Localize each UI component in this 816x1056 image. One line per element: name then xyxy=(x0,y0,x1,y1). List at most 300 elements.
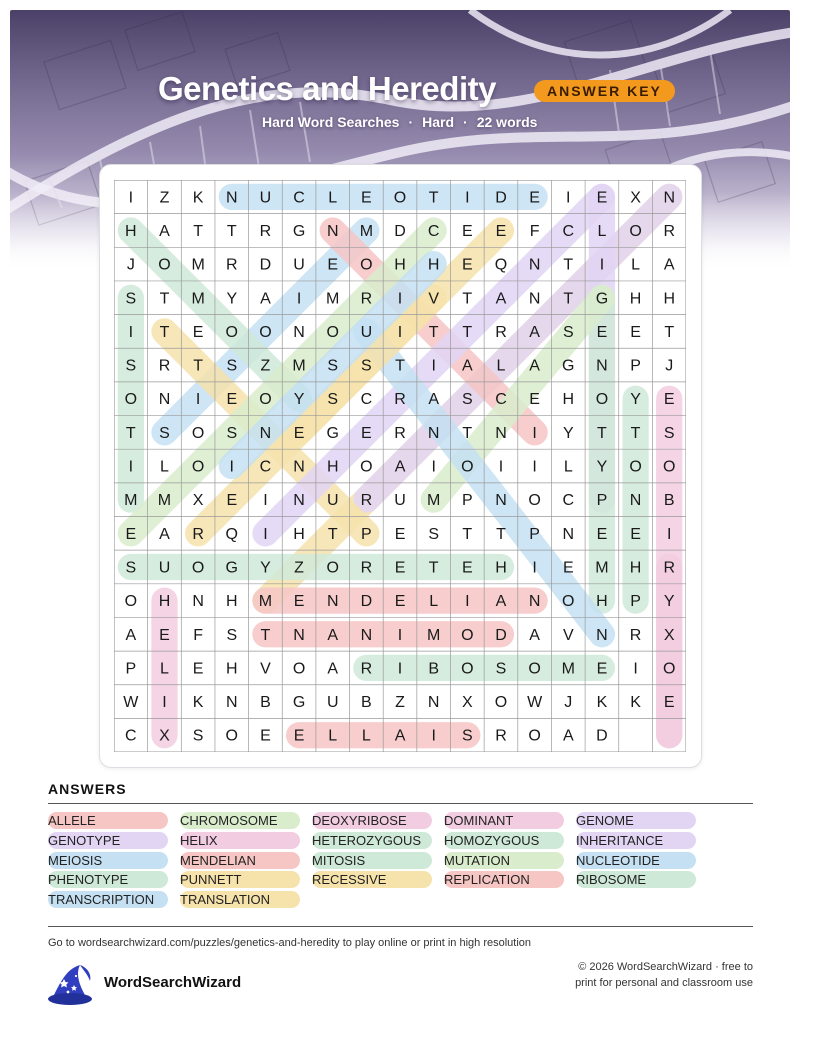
grid-letter: U xyxy=(293,256,305,274)
grid-letter: O xyxy=(326,559,339,577)
grid-letter: M xyxy=(124,492,138,510)
grid-letter: E xyxy=(596,660,608,678)
grid-letter: I xyxy=(128,458,134,476)
grid-letter: M xyxy=(292,357,306,375)
grid-letter: E xyxy=(260,727,271,745)
grid-letter: O xyxy=(191,458,205,476)
answer-word: TRANSCRIPTION xyxy=(48,892,155,908)
answer-item xyxy=(576,832,696,849)
grid-letter: P xyxy=(630,357,641,375)
grid-letter: H xyxy=(225,660,238,678)
grid-letter: P xyxy=(461,492,473,510)
footer-url-text: Go to wordsearchwizard.com/puzzles/genetics-and-heredity to play online or print in high resolution xyxy=(48,937,532,949)
answer-word: PUNNETT xyxy=(180,872,242,888)
grid-letter: N xyxy=(528,256,541,274)
grid-letter: A xyxy=(529,357,540,375)
grid-letter: I xyxy=(599,256,605,274)
grid-letter: E xyxy=(394,559,406,577)
difficulty-label: Hard xyxy=(422,114,455,130)
grid-letter: R xyxy=(629,626,642,644)
grid-letter: E xyxy=(461,256,473,274)
grid-letter: P xyxy=(630,593,641,611)
grid-letter: X xyxy=(461,694,473,712)
grid-letter: K xyxy=(192,189,204,207)
grid-letter: I xyxy=(431,357,436,375)
grid-letter: N xyxy=(495,492,507,510)
grid-letter: O xyxy=(360,256,373,274)
grid-letter: T xyxy=(462,424,473,442)
grid-letter: M xyxy=(561,660,575,678)
puzzle-subtitle xyxy=(262,114,537,130)
grid-letter: A xyxy=(159,222,170,240)
grid-letter: P xyxy=(361,525,372,543)
grid-letter: S xyxy=(226,424,238,442)
answer-item xyxy=(48,871,168,888)
grid-letter: T xyxy=(428,559,439,577)
answer-item xyxy=(312,871,432,888)
answer-item xyxy=(444,812,564,829)
grid-letter: R xyxy=(394,424,406,442)
grid-letter: N xyxy=(528,290,541,308)
grid-letter: S xyxy=(428,525,440,543)
grid-letter: E xyxy=(529,189,540,207)
grid-letter: E xyxy=(361,424,372,442)
grid-letter: I xyxy=(128,323,134,341)
grid-letter: A xyxy=(125,626,137,644)
grid-letter: L xyxy=(597,222,607,240)
grid-letter: C xyxy=(360,391,373,409)
grid-letter: N xyxy=(293,323,305,341)
grid-letter: I xyxy=(128,189,134,207)
grid-letter: H xyxy=(293,525,305,543)
grid-letter: N xyxy=(360,626,373,644)
grid-letter: T xyxy=(664,323,675,341)
grid-letter: Y xyxy=(260,559,271,577)
grid-letter: R xyxy=(360,559,373,577)
grid-letter: E xyxy=(394,593,406,611)
grid-letter: V xyxy=(260,660,271,678)
grid-letter: O xyxy=(629,222,642,240)
answer-item xyxy=(180,891,300,908)
grid-letter: G xyxy=(326,424,339,442)
grid-letter: P xyxy=(125,660,137,678)
grid-letter: H xyxy=(663,290,676,308)
grid-letter: K xyxy=(192,694,204,712)
grid-letter: S xyxy=(125,290,137,308)
grid-letter: C xyxy=(562,222,575,240)
word-count-label: 22 words xyxy=(476,114,538,130)
grid-letter: E xyxy=(293,593,305,611)
grid-letter: G xyxy=(225,559,239,577)
grid-letter: A xyxy=(663,256,675,274)
grid-letter: T xyxy=(193,222,204,240)
grid-letter: E xyxy=(596,323,608,341)
answer-word: REPLICATION xyxy=(444,872,530,888)
grid-letter: N xyxy=(663,189,676,207)
grid-letter: N xyxy=(528,593,541,611)
grid-letter: D xyxy=(394,222,406,240)
grid-letter: S xyxy=(495,660,507,678)
grid-letter: D xyxy=(360,593,373,611)
grid-letter: Z xyxy=(260,357,271,375)
answer-item xyxy=(444,852,564,869)
grid-letter: O xyxy=(124,391,138,409)
grid-letter: W xyxy=(123,694,139,712)
grid-letter: I xyxy=(263,525,268,543)
grid-letter: E xyxy=(461,559,473,577)
grid-letter: V xyxy=(428,290,440,308)
grid-letter: L xyxy=(361,727,371,745)
grid-letter: R xyxy=(192,525,204,543)
grid-letter: I xyxy=(532,559,537,577)
grid-letter: T xyxy=(260,626,271,644)
grid-letter: N xyxy=(562,525,575,543)
grid-letter: G xyxy=(595,290,609,308)
grid-letter: R xyxy=(158,357,171,375)
grid-letter: S xyxy=(159,424,170,442)
grid-letter: R xyxy=(360,290,373,308)
grid-letter: B xyxy=(428,660,440,678)
answer-item xyxy=(48,891,168,908)
answer-item xyxy=(312,852,432,869)
grid-letter: B xyxy=(663,492,675,510)
grid-letter: S xyxy=(461,727,473,745)
grid-letter: U xyxy=(360,323,373,341)
grid-letter: S xyxy=(125,357,137,375)
category-label: Hard Word Searches xyxy=(262,114,400,130)
separator-dot: · xyxy=(408,114,414,130)
grid-letter: O xyxy=(326,323,339,341)
grid-letter: N xyxy=(225,694,238,712)
grid-letter: A xyxy=(529,626,540,644)
grid-letter: H xyxy=(326,458,339,476)
answer-word: HELIX xyxy=(180,832,218,848)
grid-letter: O xyxy=(225,727,239,745)
grid-letter: L xyxy=(631,256,641,274)
grid-letter: Y xyxy=(630,391,641,409)
page-title: Genetics and Heredity xyxy=(158,70,496,107)
grid-letter: T xyxy=(327,525,338,543)
grid-letter: N xyxy=(596,357,608,375)
grid-letter: N xyxy=(293,626,305,644)
word-search-grid xyxy=(114,180,686,752)
grid-letter: H xyxy=(225,593,238,611)
grid-letter: D xyxy=(495,189,507,207)
answer-word: NUCLEOTIDE xyxy=(576,852,660,868)
grid-letter: R xyxy=(360,660,373,678)
grid-letter: T xyxy=(159,290,170,308)
grid-letter: R xyxy=(495,323,507,341)
grid-letter: T xyxy=(563,256,574,274)
grid-letter: O xyxy=(595,391,609,409)
grid-letter: U xyxy=(158,559,171,577)
grid-letter: L xyxy=(160,458,169,476)
divider xyxy=(48,926,753,927)
grid-letter: T xyxy=(428,189,439,207)
grid-letter: S xyxy=(562,323,574,341)
grid-letter: C xyxy=(125,727,137,745)
grid-letter: O xyxy=(158,256,171,274)
answer-item xyxy=(444,832,564,849)
grid-letter: A xyxy=(394,458,406,476)
grid-letter: N xyxy=(427,694,440,712)
grid-letter: I xyxy=(532,458,537,476)
answer-word: MENDELIAN xyxy=(180,852,256,868)
grid-letter: I xyxy=(431,727,436,745)
grid-letter: M xyxy=(427,492,441,510)
grid-letter: E xyxy=(192,323,204,341)
grid-letter: E xyxy=(293,424,305,442)
grid-letter: C xyxy=(259,458,272,476)
grid-letter: E xyxy=(562,559,574,577)
grid-letter: M xyxy=(191,256,205,274)
grid-letter: I xyxy=(162,694,167,712)
grid-letter: F xyxy=(529,222,540,240)
grid-letter: O xyxy=(662,660,676,678)
grid-letter: D xyxy=(596,727,608,745)
answer-word: RIBOSOME xyxy=(576,872,647,888)
grid-letter: O xyxy=(191,424,205,442)
grid-letter: O xyxy=(629,458,642,476)
grid-letter: O xyxy=(225,323,239,341)
answer-word: PHENOTYPE xyxy=(48,872,129,888)
answer-word: DEOXYRIBOSE xyxy=(312,813,407,828)
grid-letter: M xyxy=(157,492,172,510)
grid-letter: M xyxy=(427,626,441,644)
grid-letter: O xyxy=(562,593,575,611)
answer-item xyxy=(576,812,696,829)
grid-letter: N xyxy=(192,593,204,611)
grid-letter: M xyxy=(326,290,340,308)
grid-letter: I xyxy=(633,660,638,678)
grid-letter: T xyxy=(563,290,574,308)
brand-name: WordSearchWizard xyxy=(104,974,242,991)
grid-letter: Q xyxy=(225,525,239,543)
grid-letter: C xyxy=(293,189,305,207)
grid-letter: U xyxy=(326,492,339,510)
grid-letter: J xyxy=(126,256,135,274)
grid-letter: I xyxy=(566,189,571,207)
grid-letter: N xyxy=(495,424,507,442)
grid-letter: N xyxy=(293,492,305,510)
grid-letter: Z xyxy=(159,189,170,207)
grid-letter: S xyxy=(327,391,339,409)
grid-letter: N xyxy=(293,458,305,476)
grid-letter: S xyxy=(461,391,473,409)
grid-letter: M xyxy=(258,593,273,611)
grid-letter: H xyxy=(158,593,171,611)
grid-letter: T xyxy=(159,323,170,341)
grid-letter: I xyxy=(397,290,403,308)
grid-letter: L xyxy=(563,458,573,476)
grid-letter: E xyxy=(495,222,507,240)
grid-letter: E xyxy=(226,492,238,510)
answer-word: INHERITANCE xyxy=(576,832,664,848)
grid-letter: S xyxy=(226,357,238,375)
grid-letter: O xyxy=(393,189,407,207)
grid-letter: E xyxy=(596,525,608,543)
grid-letter: O xyxy=(259,391,272,409)
grid-letter: G xyxy=(292,222,306,240)
grid-letter: T xyxy=(395,357,405,375)
grid-letter: T xyxy=(193,357,204,375)
grid-letter: E xyxy=(361,189,372,207)
grid-letter: H xyxy=(125,222,137,240)
grid-letter: O xyxy=(191,559,205,577)
grid-letter: L xyxy=(496,357,506,375)
grid-letter: O xyxy=(528,727,541,745)
grid-letter: J xyxy=(564,694,573,712)
grid-letter: Z xyxy=(294,559,304,577)
grid-letter: G xyxy=(292,694,306,712)
grid-letter: E xyxy=(529,391,540,409)
answer-word: MITOSIS xyxy=(312,852,366,868)
grid-letter: A xyxy=(562,727,574,745)
grid-letter: R xyxy=(394,391,406,409)
grid-letter: V xyxy=(562,626,574,644)
grid-letter: I xyxy=(263,492,268,510)
grid-letter: U xyxy=(259,189,272,207)
answer-word: HOMOZYGOUS xyxy=(444,832,540,848)
divider xyxy=(48,803,753,804)
grid-letter: R xyxy=(663,559,676,577)
grid-letter: N xyxy=(225,189,238,207)
grid-letter: T xyxy=(462,290,473,308)
grid-letter: L xyxy=(160,660,169,678)
grid-letter: A xyxy=(327,660,339,678)
answer-item xyxy=(180,832,300,849)
grid-letter: Y xyxy=(596,458,608,476)
grid-letter: X xyxy=(192,492,204,510)
grid-letter: E xyxy=(394,525,406,543)
answer-word: TRANSLATION xyxy=(180,892,271,908)
grid-letter: U xyxy=(394,492,406,510)
answer-item xyxy=(180,852,300,869)
grid-letter: P xyxy=(596,492,608,510)
grid-letter: L xyxy=(429,593,439,611)
answer-word: MEIOSIS xyxy=(48,852,103,868)
grid-letter: T xyxy=(630,424,641,442)
grid-letter: E xyxy=(461,222,473,240)
answer-word: MUTATION xyxy=(444,852,510,868)
grid-letter: R xyxy=(225,256,238,274)
grid-letter: S xyxy=(192,727,204,745)
grid-letter: E xyxy=(630,525,641,543)
grid-letter: O xyxy=(662,458,676,476)
grid-letter: O xyxy=(494,694,508,712)
grid-letter: N xyxy=(596,626,608,644)
grid-letter: R xyxy=(663,222,676,240)
answer-word: RECESSIVE xyxy=(312,872,387,888)
answer-item xyxy=(180,871,300,888)
grid-letter: N xyxy=(629,492,642,510)
grid-letter: J xyxy=(665,357,674,375)
answer-key-badge: ANSWER KEY xyxy=(534,80,675,102)
answer-item xyxy=(576,852,696,869)
grid-letter: T xyxy=(496,525,506,543)
grid-letter: D xyxy=(259,256,272,274)
grid-letter: B xyxy=(260,694,271,712)
grid-letter: T xyxy=(428,323,439,341)
grid-letter: F xyxy=(193,626,204,644)
grid-letter: H xyxy=(427,256,440,274)
grid-letter: A xyxy=(529,323,540,341)
grid-letter: X xyxy=(630,189,641,207)
grid-letter: O xyxy=(461,660,474,678)
grid-letter: N xyxy=(427,424,440,442)
grid-letter: E xyxy=(192,660,204,678)
grid-letter: K xyxy=(630,694,641,712)
answer-word: HETEROZYGOUS xyxy=(312,832,422,848)
grid-letter: R xyxy=(360,492,373,510)
grid-letter: S xyxy=(327,357,339,375)
grid-letter: I xyxy=(296,290,302,308)
grid-letter: Z xyxy=(395,694,405,712)
answer-item xyxy=(444,871,564,888)
grid-letter: I xyxy=(397,626,403,644)
grid-letter: Y xyxy=(663,593,675,611)
answer-word: ALLELE xyxy=(48,813,96,828)
grid-letter: I xyxy=(195,391,201,409)
answer-word: GENOTYPE xyxy=(48,832,121,848)
grid-letter: A xyxy=(428,391,440,409)
grid-letter: L xyxy=(328,727,338,745)
grid-letter: S xyxy=(226,626,238,644)
grid-letter: H xyxy=(596,593,608,611)
grid-letter: H xyxy=(394,256,406,274)
grid-letter: B xyxy=(361,694,372,712)
grid-letter: T xyxy=(597,424,607,442)
grid-letter: I xyxy=(465,593,470,611)
grid-letter: N xyxy=(259,424,272,442)
grid-letter: C xyxy=(562,492,575,510)
grid-letter: M xyxy=(359,222,374,240)
answer-word: CHROMOSOME xyxy=(180,813,278,828)
grid-letter: S xyxy=(663,424,675,442)
grid-letter: E xyxy=(327,256,339,274)
grid-letter: E xyxy=(663,391,675,409)
grid-letter: X xyxy=(663,626,675,644)
grid-letter: I xyxy=(397,323,403,341)
grid-letter: H xyxy=(629,290,642,308)
grid-letter: I xyxy=(532,424,537,442)
grid-letter: P xyxy=(529,525,540,543)
grid-letter: O xyxy=(528,492,541,510)
answer-item xyxy=(312,832,432,849)
grid-letter: T xyxy=(462,323,473,341)
grid-letter: E xyxy=(159,626,170,644)
grid-letter: A xyxy=(495,593,507,611)
answer-item xyxy=(312,812,432,829)
separator-dot: · xyxy=(463,114,468,130)
grid-letter: O xyxy=(461,458,474,476)
grid-letter: G xyxy=(562,357,575,375)
grid-letter: I xyxy=(431,458,436,476)
grid-letter: R xyxy=(495,727,507,745)
grid-letter: O xyxy=(259,323,272,341)
grid-letter: N xyxy=(326,593,339,611)
grid-letter: I xyxy=(498,458,504,476)
grid-letter: I xyxy=(229,458,235,476)
copyright-text: © 2026 WordSearchWizard · free to print for personal and classroom use xyxy=(575,961,753,989)
grid-letter: T xyxy=(226,222,237,240)
grid-letter: A xyxy=(159,525,170,543)
grid-letter: E xyxy=(293,727,305,745)
grid-letter: C xyxy=(495,391,507,409)
grid-letter: A xyxy=(461,357,473,375)
grid-letter: E xyxy=(596,189,608,207)
grid-letter: M xyxy=(595,559,609,577)
